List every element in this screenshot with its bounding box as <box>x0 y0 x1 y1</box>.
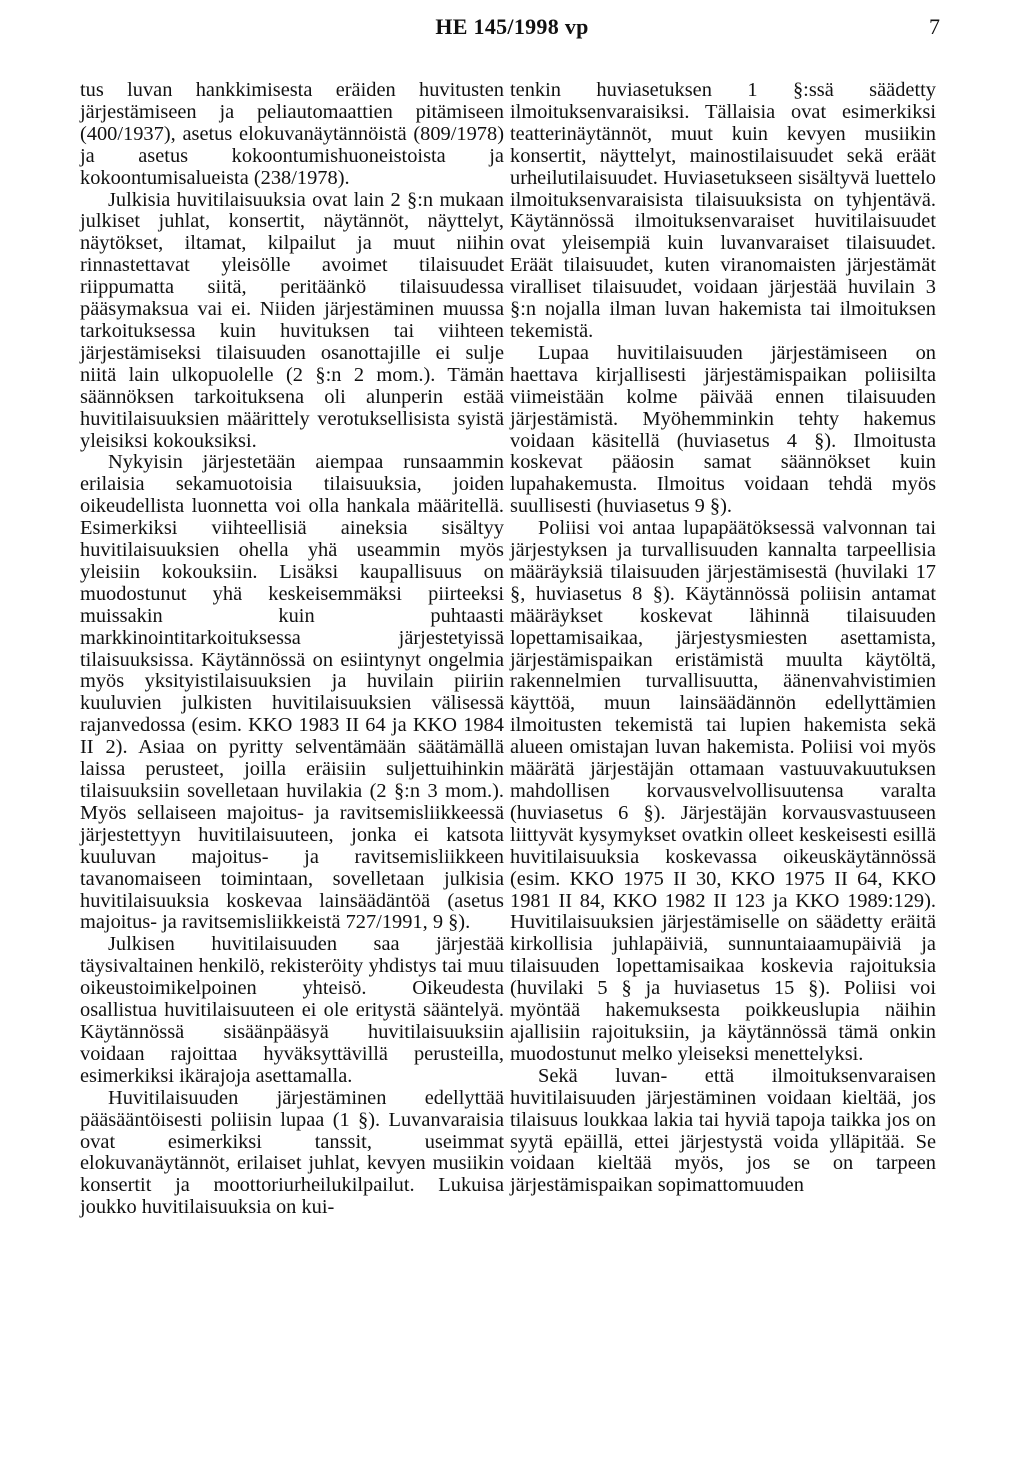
left-paragraph-1: tus luvan hankkimisesta eräiden huvitusten järjestämiseen ja peliautomaattien pitämiseen (400/1937), asetus elokuvanäytännöistä (809/1978) ja asetus kokoontumishuoneistoista ja kokoontumisalueista (238/1978). <box>80 79 504 189</box>
left-paragraph-4: Julkisen huvitilaisuuden saa järjestää täysivaltainen henkilö, rekisteröity yhdistys tai muu oikeustoimikelpoinen yhteisö. Oikeudesta osallistua huvitilaisuuteen ei ole eritystä sääntelyä. Käytännössä sisäänpääsyä huvitilaisuuksiin voidaan rajoittaa hyväksyttävillä perusteilla, esimerkiksi ikärajoja asettamalla. <box>80 933 504 1087</box>
right-paragraph-4: Sekä luvan- että ilmoituksenvaraisen huvitilaisuuden järjestäminen voidaan kieltää, jos tilaisuus loukkaa lakia tai hyviä tapoja taikka jos on syytä epäillä, ettei järjestystä voida ylläpitää. Se voidaan kieltää myös, jos se on tarpeen järjestämispaikan sopimattomuuden <box>510 1064 936 1197</box>
right-text-column <box>510 80 936 1197</box>
page-number: 7 <box>929 14 940 39</box>
right-paragraph-1: tenkin huviasetuksen 1 §:ssä säädetty ilmoituksenvaraisiksi. Tällaisia ovat esimerkiksi teatterinäytännöt, muut kuin kevyen musiikin konsertit, näyttelyt, mainostilaisuudet sekä eräät urheilutilaisuudet. Huviasetukseen sisältyvä luettelo ilmoituksenvaraisista tilaisuuksista on tyhjentävä. Käytännössä ilmoituksenvaraiset huvitilaisuudet ovat yleisempiä kuin luvanvaraiset tilaisuudet. Eräät tilaisuudet, kuten viranomaisten järjestämät viralliset tilaisuudet, voidaan järjestää huvilain 3 §:n nojalla ilman luvan hakemista tai ilmoituksen tekemistä. <box>510 79 936 342</box>
right-paragraph-3: Poliisi voi antaa lupapäätöksessä valvonnan tai järjestyksen ja turvallisuuden kannalta tarpeellisia määräyksiä tilaisuuden järjestämisestä (huvilaki 17 §, huviasetus 8 §). Käytännössä poliisin antamat määräykset koskevat lähinnä tilaisuuden lopettamisaikaa, järjestysmiesten asettamista, järjestämispaikan eristämistä muulta käytöltä, rakennelmien turvallisuutta, äänenvahvistimien käyttöä, muun lainsäädännön edellyttämien ilmoitusten tekemistä tai lupien hakemista sekä alueen omistajan luvan hakemista. Poliisi voi myös määrätä järjestäjän ottamaan vastuuvakuutuksen mahdollisen korvausvelvollisuutensa varalta (huviasetus 6 §). Järjestäjän korvausvastuuseen liittyvät kysymykset ovatkin olleet keskeisesti esillä huvitilaisuuksia koskevassa oikeuskäytännössä (esim. KKO 1975 II 30, KKO 1975 II 64, KKO 1981 II 84, KKO 1982 II 123 ja KKO 1989:129). Huvitilaisuuksien järjestämiselle on säädetty eräitä kirkollisia juhlapäiviä, sunnuntaiaamupäiviä ja tilaisuuden lopettamisaikaa koskevia rajoituksia (huvilaki 5 § ja huviasetus 15 §). Poliisi voi myöntää hakemuksesta poikkeuslupia näihin ajallisiin rajoituksiin, ja käytännössä tämä onkin muodostunut melko yleiseksi menettelyksi. <box>510 517 936 1065</box>
left-paragraph-3: Nykyisin järjestetään aiempaa runsaammin erilaisia sekamuotoisia tilaisuuksia, joiden oikeudellista luonnetta voi olla hankala määritellä. Esimerkiksi viihteellisiä aineksia sisältyy huvitilaisuuksien ohella yhä useammin myös yleisiin kokouksiin. Lisäksi kaupallisuus on muodostunut yhä keskeisemmäksi piirteeksi muissakin kuin puhtaasti markkinointitarkoituksessa järjestetyissä tilaisuuksissa. Käytännössä on esiintynyt ongelmia myös yksityistilaisuuksien ja huvilain piiriin kuuluvien julkisten huvitilaisuuksien välisessä rajanvedossa (esim. KKO 1983 II 64 ja KKO 1984 II 2). Asiaa on pyritty selventämään säätämällä laissa perusteet, joilla eräisiin suljettuihinkin tilaisuuksiin sovelletaan huvilakia (2 §:n 3 mom.). Myös sellaiseen majoitus- ja ravitsemisliikkeessä järjestettyyn huvitilaisuuteen, jonka ei katsota kuuluvan majoitus- ja ravitsemisliikkeen tavanomaiseen toimintaan, sovelletaan julkisia huvitilaisuuksia koskevaa lainsäädäntöä (asetus majoitus- ja ravitsemisliikkeistä 727/1991, 9 §). <box>80 451 504 934</box>
left-text-column <box>80 80 504 1219</box>
document-header-title: HE 145/1998 vp <box>435 14 589 39</box>
left-paragraph-2: Julkisia huvitilaisuuksia ovat lain 2 §:n mukaan julkiset juhlat, konsertit, näytännöt, näyttelyt, näytökset, iltamat, kilpailut ja muut niihin rinnastettavat yleisölle avoimet tilaisuudet riippumatta siitä, peritäänkö tilaisuudessa pääsymaksua vai ei. Niiden järjestäminen muussa tarkoituksessa kuin huvituksen tai viihteen järjestämiseksi tilaisuuden osanottajille ei sulje niitä lain ulkopuolelle (2 §:n 2 mom.). Tämän säännöksen tarkoituksena oli alunperin estää huvitilaisuuksien määrittely verotuksellisista syistä yleisiksi kokouksiksi. <box>80 188 504 452</box>
right-paragraph-2: Lupaa huvitilaisuuden järjestämiseen on haettava kirjallisesti järjestämispaikan poliisilta viimeistään kolme päivää ennen tilaisuuden järjestämistä. Myöhemminkin tehty hakemus voidaan käsitellä (huviasetus 4 §). Ilmoitusta koskevat pääosin samat säännökset kuin lupahakemusta. Ilmoitus voidaan tehdä myös suullisesti (huviasetus 9 §). <box>510 341 936 518</box>
left-paragraph-5: Huvitilaisuuden järjestäminen edellyttää pääsääntöisesti poliisin lupaa (1 §). Luvanvaraisia ovat esimerkiksi tanssit, useimmat elokuvanäytännöt, erilaiset juhlat, kevyen musiikin konsertit ja moottoriurheilukilpailut. Lukuisa joukko huvitilaisuuksia on kui- <box>80 1086 504 1219</box>
